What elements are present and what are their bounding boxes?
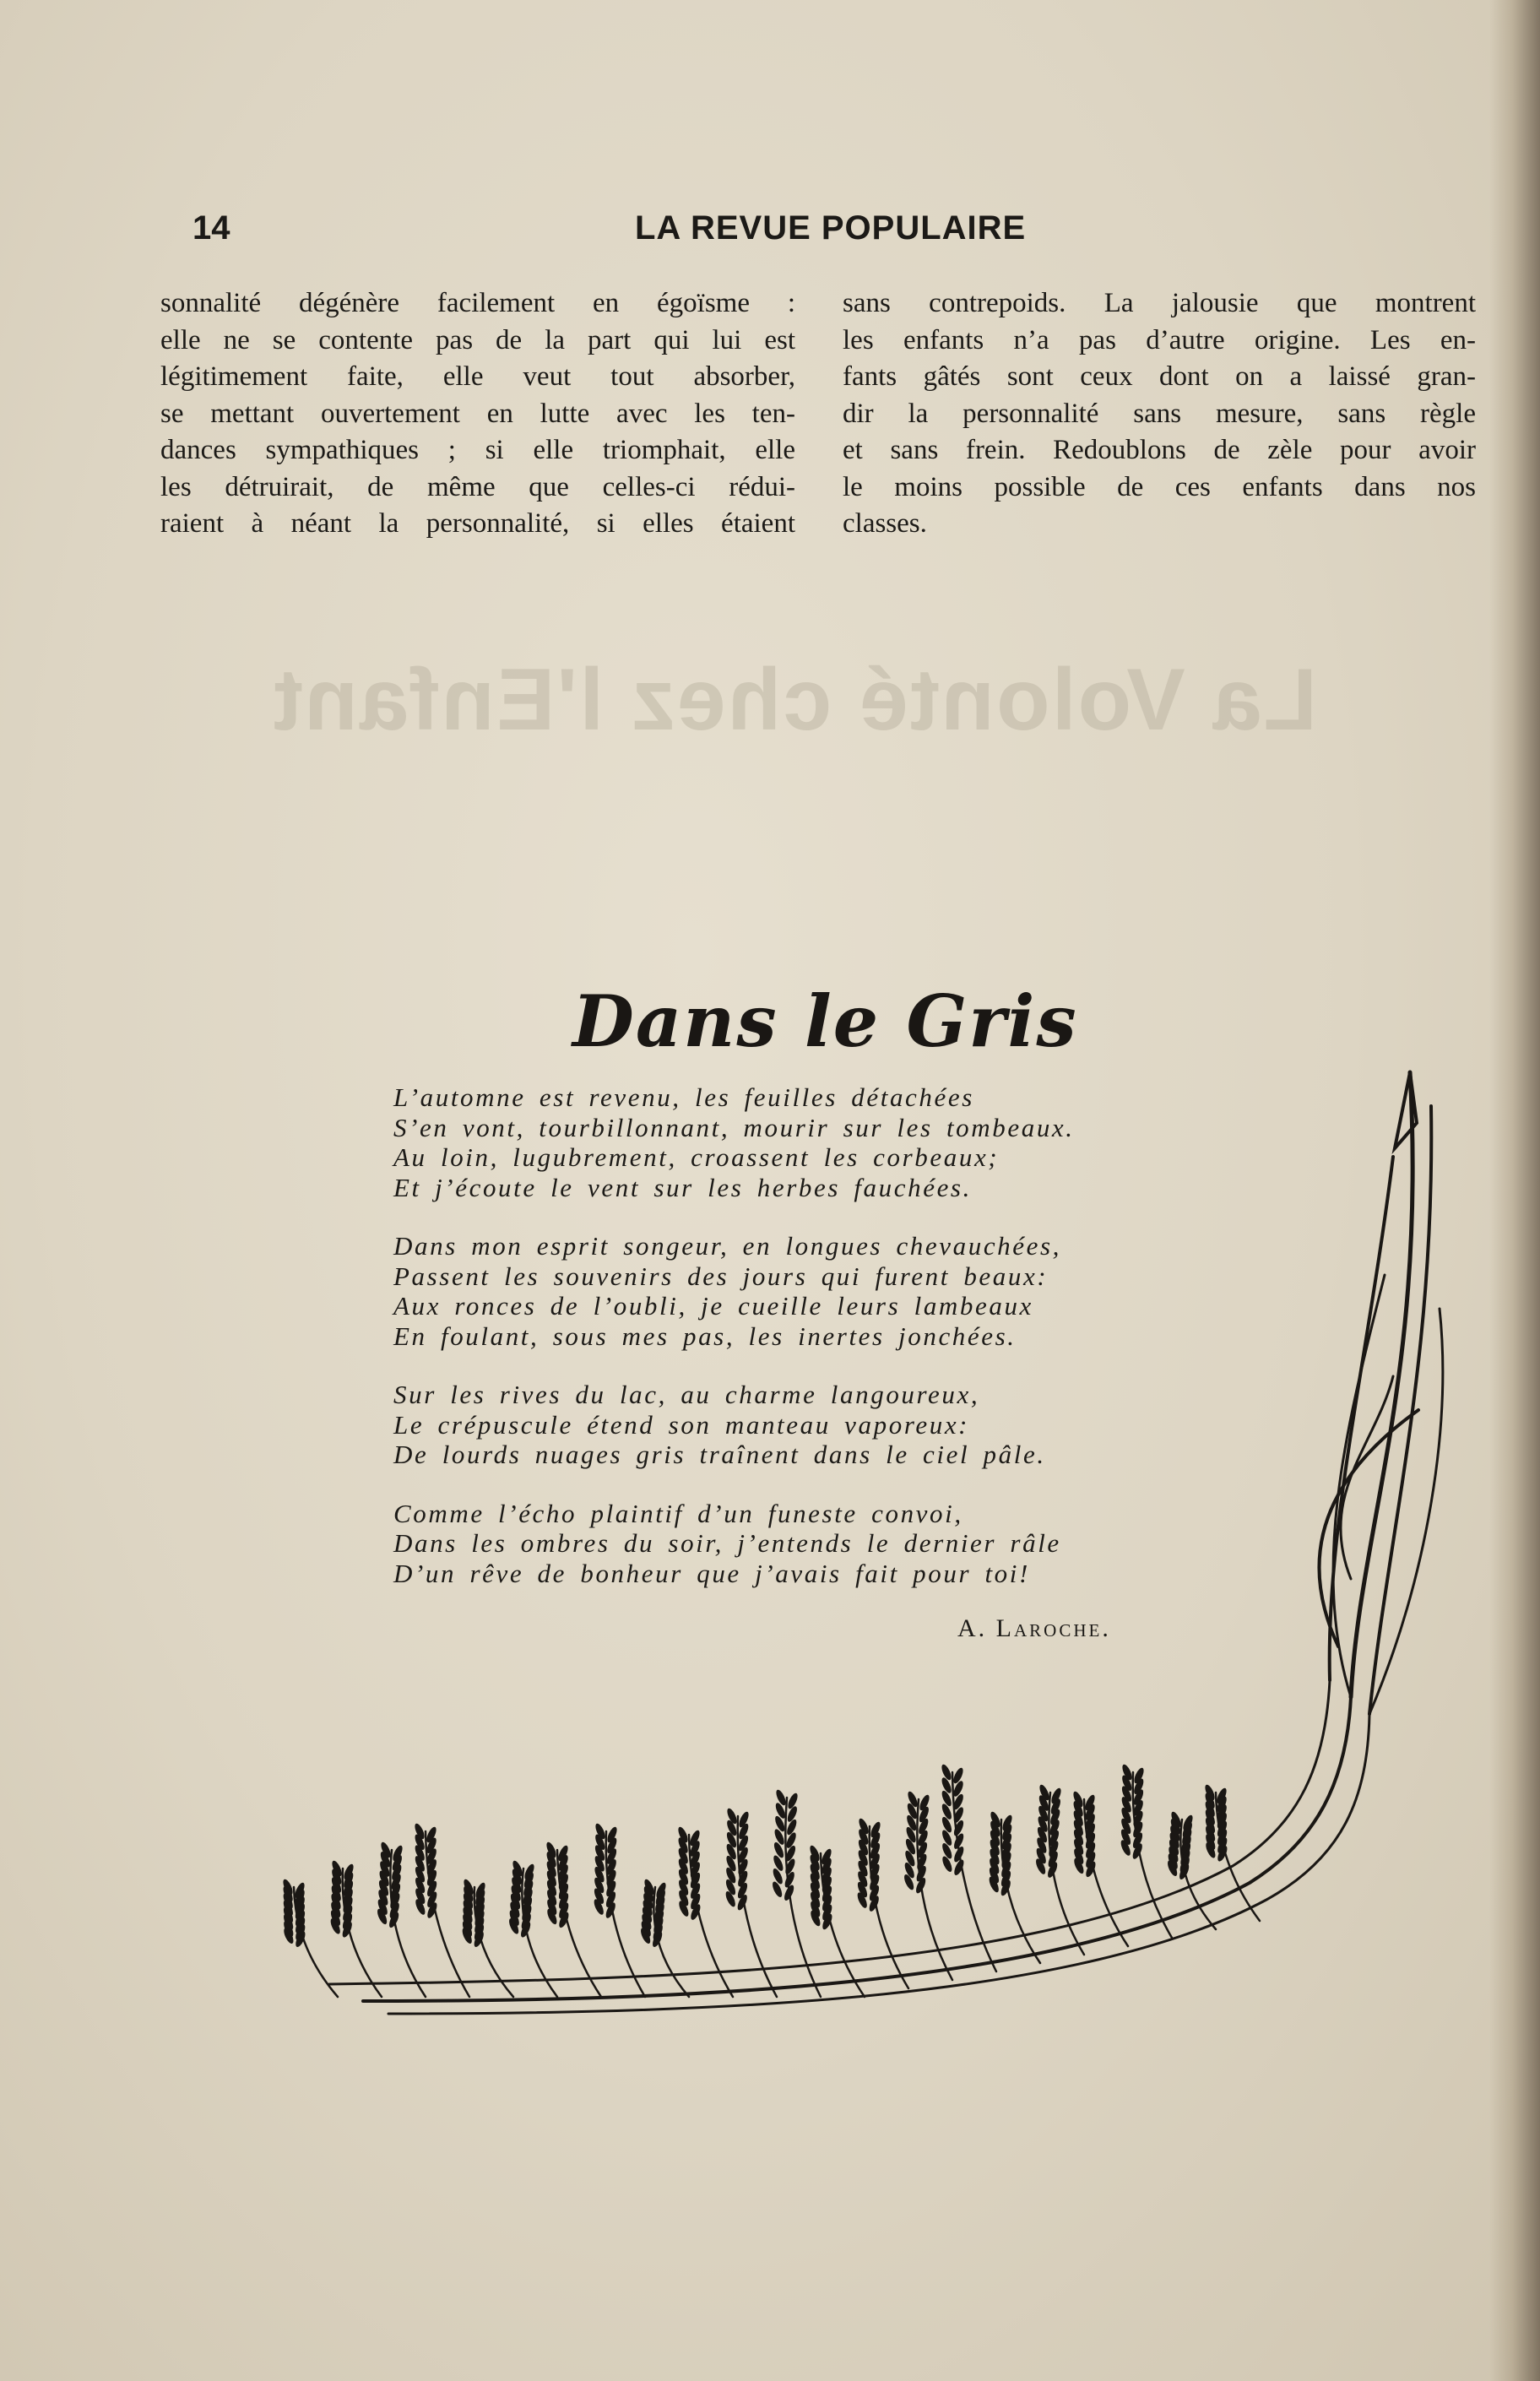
poem-line: Au loin, lugubrement, croassent les corbeaux;	[393, 1142, 1000, 1172]
poem-line: Dans les ombres du soir, j’entends le dernier râle	[393, 1528, 1061, 1558]
poem-line: En foulant, sous mes pas, les inertes jonchées.	[393, 1321, 1017, 1351]
poem-line: Sur les rives du lac, au charme langoureux,	[393, 1380, 980, 1409]
text-line: dir la personnalité sans mesure, sans règle	[843, 398, 1476, 429]
poem-line: L’automne est revenu, les feuilles détachées	[393, 1082, 974, 1112]
text-line: raient à néant la personnalité, si elles étaient	[160, 508, 795, 539]
text-line: fants gâtés sont ceux dont on a laissé gran-	[843, 361, 1476, 392]
right-column-paragraph	[843, 285, 1476, 543]
page-edge-shadow	[1489, 0, 1540, 2381]
poem-title: Dans le Gris	[572, 979, 1078, 1063]
text-line: les enfants n’a pas d’autre origine. Les en-	[843, 324, 1476, 355]
poem-line: Passent les souvenirs des jours qui furent beaux:	[393, 1261, 1049, 1291]
page-number: 14	[192, 209, 230, 247]
poem-line: Dans mon esprit songeur, en longues chevauchées,	[393, 1231, 1062, 1261]
poem-line: Et j’écoute le vent sur les herbes fauchées.	[393, 1172, 972, 1202]
text-line: classes.	[843, 508, 927, 539]
poem-line: D’un rêve de bonheur que j’avais fait pour toi!	[393, 1558, 1030, 1588]
wheat-grass-ornament-icon	[253, 1055, 1486, 2052]
right-column-text	[843, 285, 1476, 543]
left-column-text	[160, 285, 795, 543]
poem-line: Aux ronces de l’oubli, je cueille leurs lambeaux	[393, 1291, 1033, 1321]
text-line: légitimement faite, elle veut tout absorber,	[160, 361, 795, 392]
page-header	[0, 209, 1540, 252]
text-line: se mettant ouvertement en lutte avec les ten-	[160, 398, 795, 429]
text-line: dances sympathiques ; si elle triomphait, elle	[160, 435, 795, 465]
text-line: sans contrepoids. La jalousie que montrent	[843, 288, 1476, 318]
poem-author: A. Laroche.	[957, 1614, 1111, 1642]
poem-line: De lourds nuages gris traînent dans le ciel pâle.	[393, 1440, 1046, 1469]
poem-line: Le crépuscule étend son manteau vaporeux:	[393, 1409, 970, 1440]
text-line: les détruirait, de même que celles-ci rédui-	[160, 471, 795, 502]
left-column-paragraph	[160, 285, 795, 543]
poem-line: S’en vont, tourbillonnant, mourir sur les tombeaux.	[393, 1112, 1075, 1142]
poem-line: Comme l’écho plaintif d’un funeste convoi,	[393, 1498, 963, 1528]
bleed-through-title: La Volonté chez l'Enfant	[271, 651, 1317, 749]
running-title: LA REVUE POPULAIRE	[635, 209, 1027, 247]
text-line: elle ne se contente pas de la part qui lui est	[160, 324, 795, 355]
text-line: sonnalité dégénère facilement en égoïsme :	[160, 288, 795, 318]
text-line: et sans frein. Redoublons de zèle pour avoir	[843, 435, 1476, 465]
text-line: le moins possible de ces enfants dans nos	[843, 471, 1476, 502]
